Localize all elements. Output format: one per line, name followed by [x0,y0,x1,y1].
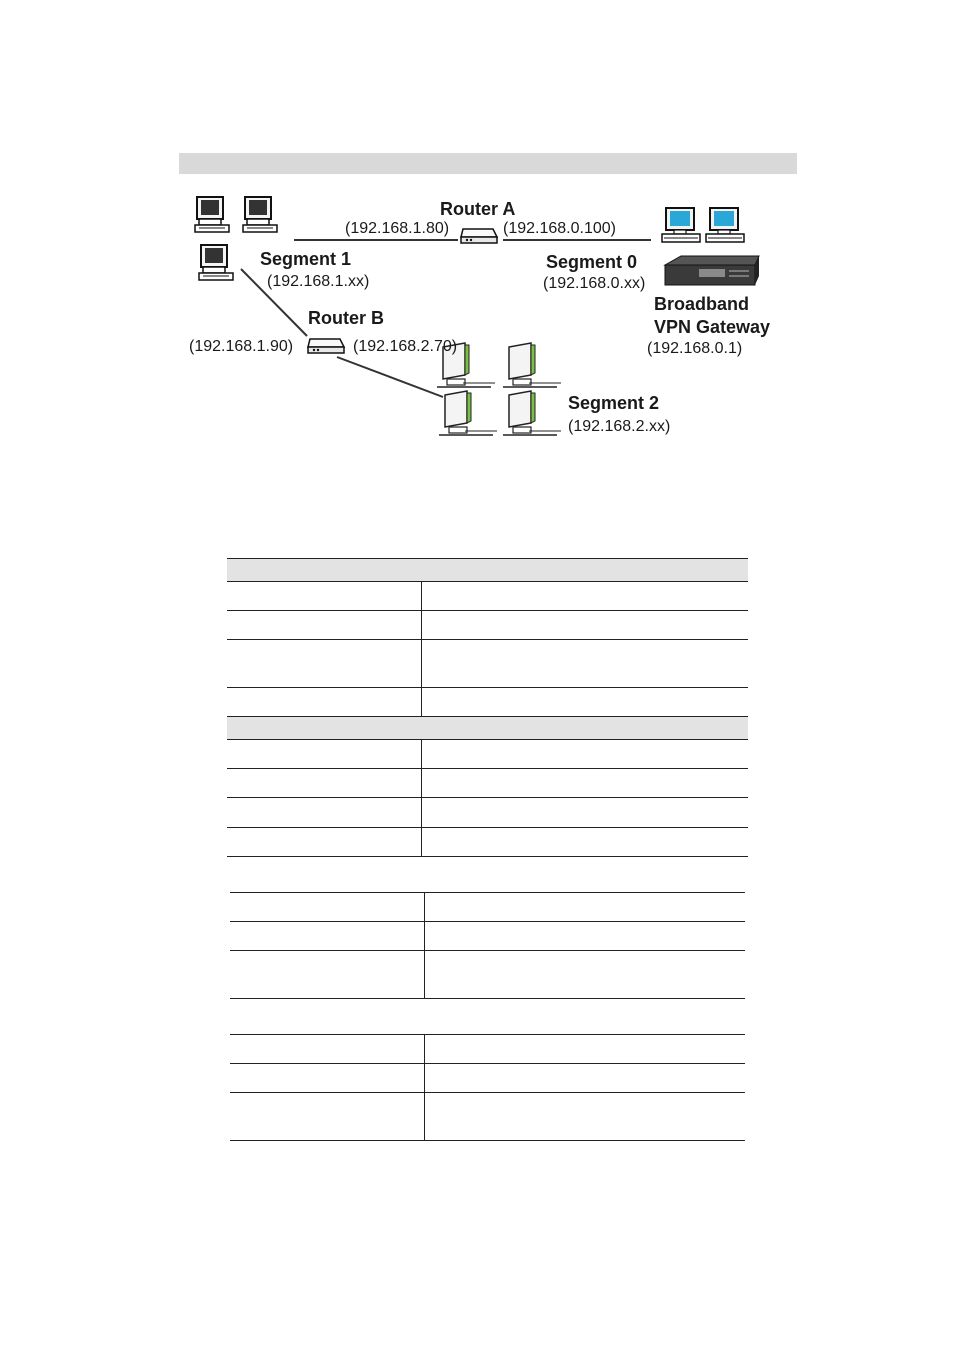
segment0-label: Segment 0 [546,252,638,272]
segment0-subnet: (192.168.0.xx) [543,275,646,292]
router-a-ip-right: (192.168.0.100) [503,220,616,237]
router-a-icon [461,229,497,243]
segment1-subnet: (192.168.1.xx) [267,273,370,290]
table-row [227,688,748,717]
router-a-ip-left: (192.168.1.80) [345,220,450,237]
router-b-label: Router B [308,308,384,328]
table-row [230,922,745,951]
segment1-label: Segment 1 [260,249,352,269]
table-row [227,640,748,688]
table-section-header [227,717,748,740]
router-a-label: Router A [440,199,516,219]
segment2-monitor-icon [503,391,561,435]
section-header-bar [179,153,797,174]
table-row [230,1035,745,1064]
gateway-ip: (192.168.0.1) [647,340,743,357]
table-section-header [227,559,748,582]
table-row [227,740,748,769]
table-row [230,893,745,922]
settings-table-3 [230,1034,745,1141]
table-row [227,828,748,857]
router-b-ip-right: (192.168.2.70) [353,338,458,355]
router-b-ip-left: (192.168.1.90) [189,338,294,355]
table-row [227,582,748,611]
table-row [230,951,745,999]
gateway-label-line1: Broadband [654,294,750,314]
link-router-b-segment2 [337,357,443,397]
settings-table-2 [230,892,745,999]
table-row [227,769,748,798]
segment1-workstation-icon [195,197,229,232]
vpn-gateway-icon [665,256,759,285]
segment2-label: Segment 2 [568,393,660,413]
segment1-workstation-icon [243,197,277,232]
table-row [227,798,748,828]
segment0-pc-icon [706,208,744,242]
segment0-pc-icon [662,208,700,242]
segment2-monitor-icon [503,343,561,387]
settings-table-1 [227,558,748,857]
gateway-label-line2: VPN Gateway [654,317,771,337]
router-b-icon [308,339,344,353]
network-diagram [179,193,797,438]
segment2-subnet: (192.168.2.xx) [568,418,671,435]
table-row [230,1093,745,1141]
table-row [227,611,748,640]
segment2-monitor-icon [439,391,497,435]
segment1-workstation-icon [199,245,233,280]
table-row [230,1064,745,1093]
